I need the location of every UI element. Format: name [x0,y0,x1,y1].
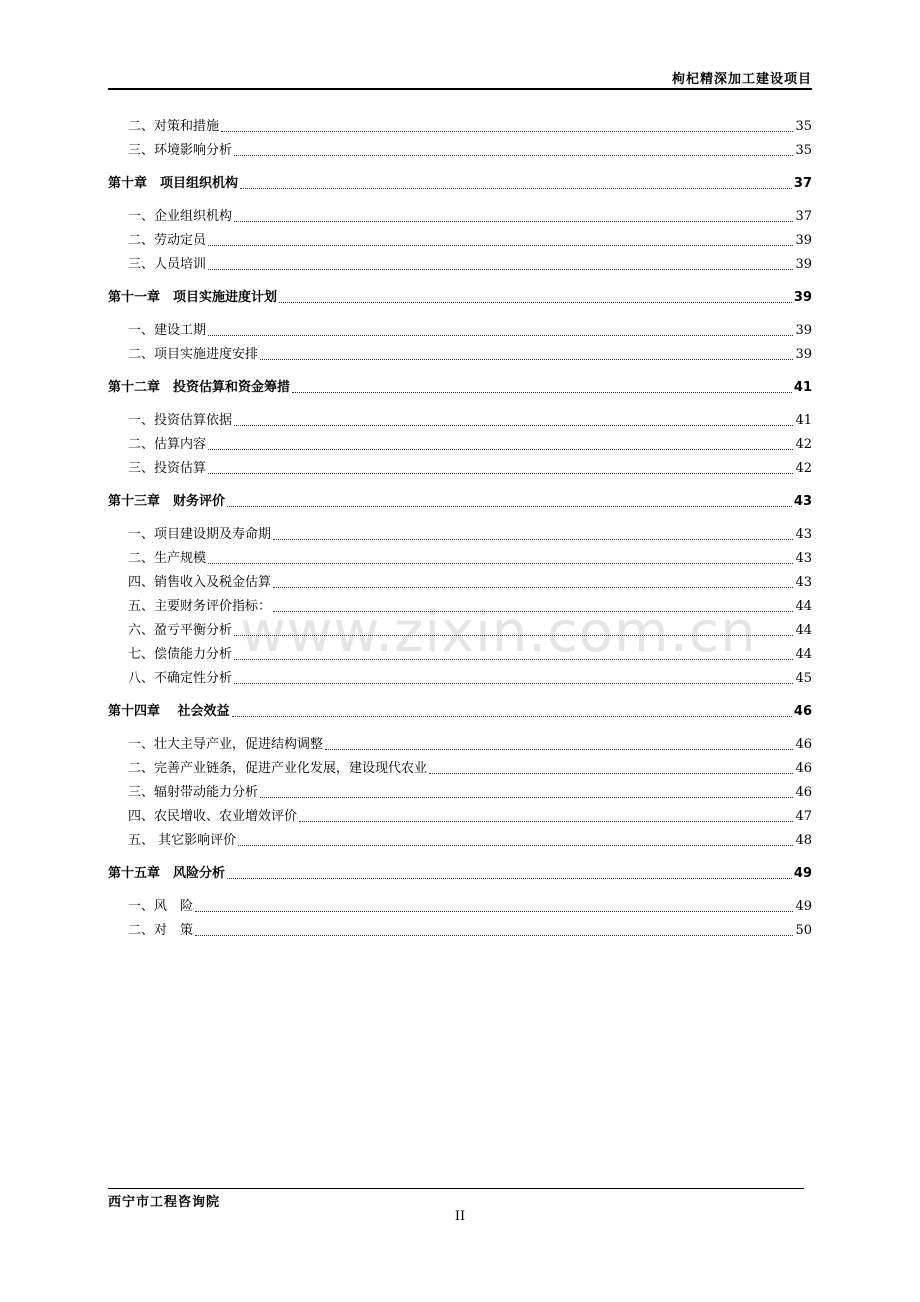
toc-leader-dots [238,844,793,846]
footer-organization: 西宁市工程咨询院 [108,1195,221,1210]
toc-section-entry[interactable] [108,454,812,478]
toc-entry-page: 43 [795,527,812,542]
toc-entry-label: 八、不确定性分析 [128,671,233,686]
toc-entry-page: 46 [795,761,812,776]
toc-chapter-entry[interactable] [108,373,812,397]
toc-entry-page: 46 [793,704,812,719]
toc-chapter-entry[interactable] [108,169,812,193]
toc-entry-label: 三、人员培训 [128,257,207,272]
toc-leader-dots [260,796,793,798]
toc-leader-dots [234,634,793,636]
toc-entry-page: 39 [795,233,812,248]
toc-entry-label: 一、风 险 [128,899,194,914]
footer-rule [108,1188,804,1189]
watermark: www.zixin.com.cn [240,600,757,665]
toc-leader-dots [234,154,793,156]
toc-entry-page: 41 [795,413,812,428]
toc-leader-dots [221,130,793,132]
toc-section-entry[interactable] [108,592,812,616]
toc-entry-label: 二、对 策 [128,923,194,938]
toc-entry-label: 二、完善产业链条，促进产业化发展，建设现代农业 [128,761,428,776]
toc-entry-label: 第十一章 项目实施进度计划 [108,290,278,305]
toc-entry-page: 44 [795,647,812,662]
toc-section-entry[interactable] [108,544,812,568]
toc-section-entry[interactable] [108,136,812,160]
toc-entry-page: 35 [795,119,812,134]
toc-entry-label: 一、壮大主导产业，促进结构调整 [128,737,324,752]
toc-entry-page: 44 [795,623,812,638]
toc-leader-dots [260,358,793,360]
toc-chapter-entry[interactable] [108,487,812,511]
toc-leader-dots [234,682,793,684]
toc-section-entry[interactable] [108,568,812,592]
toc-leader-dots [279,301,792,303]
toc-leader-dots [208,334,793,336]
toc-section-entry[interactable] [108,250,812,274]
toc-leader-dots [227,505,792,507]
toc-entry-label: 二、估算内容 [128,437,207,452]
toc-entry-page: 46 [795,785,812,800]
toc-entry-page: 44 [795,599,812,614]
toc-leader-dots [240,187,792,189]
toc-entry-page: 39 [795,347,812,362]
toc-entry-page: 46 [795,737,812,752]
toc-entry-page: 49 [793,866,812,881]
toc-section-entry[interactable] [108,316,812,340]
toc-leader-dots [292,391,792,393]
toc-entry-label: 一、投资估算依据 [128,413,233,428]
toc-leader-dots [208,268,793,270]
toc-section-entry[interactable] [108,664,812,688]
toc-entry-label: 第十章 项目组织机构 [108,176,239,191]
toc-entry-label: 二、生产规模 [128,551,207,566]
toc-chapter-entry[interactable] [108,283,812,307]
running-header-title: 枸杞精深加工建设项目 [671,72,812,87]
toc-leader-dots [208,244,793,246]
toc-entry-label: 一、建设工期 [128,323,207,338]
toc-section-entry[interactable] [108,778,812,802]
toc-entry-label: 五、 其它影响评价 [128,833,237,848]
toc-entry-page: 48 [795,833,812,848]
toc-leader-dots [195,934,793,936]
toc-leader-dots [208,448,793,450]
page-number: II [454,1209,466,1224]
toc-entry-page: 42 [795,437,812,452]
toc-section-entry[interactable] [108,892,812,916]
toc-chapter-entry[interactable] [108,697,812,721]
toc-entry-label: 第十五章 风险分析 [108,866,226,881]
toc-entry-label: 七、偿债能力分析 [128,647,233,662]
toc-section-entry[interactable] [108,340,812,364]
toc-entry-page: 43 [795,575,812,590]
toc-entry-page: 39 [793,290,812,305]
toc-entry-label: 三、投资估算 [128,461,207,476]
toc-entry-label: 第十三章 财务评价 [108,494,226,509]
toc-section-entry[interactable] [108,640,812,664]
toc-entry-page: 35 [795,143,812,158]
toc-leader-dots [195,910,793,912]
toc-section-entry[interactable] [108,406,812,430]
toc-leader-dots [232,715,792,717]
toc-entry-page: 49 [795,899,812,914]
toc-entry-page: 50 [795,923,812,938]
toc-entry-page: 37 [795,209,812,224]
toc-section-entry[interactable] [108,430,812,454]
toc-entry-label: 三、环境影响分析 [128,143,233,158]
toc-section-entry[interactable] [108,112,812,136]
toc-entry-page: 42 [795,461,812,476]
toc-entry-label: 二、对策和措施 [128,119,220,134]
toc-leader-dots [234,658,793,660]
toc-entry-page: 41 [793,380,812,395]
toc-entry-page: 45 [795,671,812,686]
toc-section-entry[interactable] [108,202,812,226]
toc-chapter-entry[interactable] [108,859,812,883]
toc-leader-dots [227,877,792,879]
toc-leader-dots [299,820,793,822]
toc-section-entry[interactable] [108,826,812,850]
toc-leader-dots [273,610,793,612]
toc-section-entry[interactable] [108,226,812,250]
toc-leader-dots [429,772,793,774]
toc-entry-label: 三、辐射带动能力分析 [128,785,259,800]
toc-entry-label: 五、主要财务评价指标： [128,599,272,614]
toc-entry-label: 一、项目建设期及寿命期 [128,527,272,542]
toc-section-entry[interactable] [108,616,812,640]
toc-entry-label: 第十四章 社会效益 [108,704,230,719]
toc-entry-label: 二、项目实施进度安排 [128,347,259,362]
toc-entry-page: 43 [795,551,812,566]
toc-entry-label: 一、企业组织机构 [128,209,233,224]
toc-leader-dots [234,220,793,222]
toc-entry-page: 39 [795,323,812,338]
toc-entry-label: 二、劳动定员 [128,233,207,248]
header-rule [108,88,812,90]
toc-leader-dots [273,586,793,588]
toc-entry-page: 47 [795,809,812,824]
table-of-contents [108,112,812,940]
toc-entry-page: 39 [795,257,812,272]
toc-leader-dots [325,748,793,750]
toc-section-entry[interactable] [108,520,812,544]
toc-section-entry[interactable] [108,730,812,754]
toc-leader-dots [208,562,793,564]
toc-entry-label: 第十二章 投资估算和资金筹措 [108,380,291,395]
toc-section-entry[interactable] [108,802,812,826]
toc-entry-label: 四、销售收入及税金估算 [128,575,272,590]
toc-entry-page: 37 [793,176,812,191]
toc-entry-page: 43 [793,494,812,509]
toc-leader-dots [208,472,793,474]
toc-entry-label: 六、盈亏平衡分析 [128,623,233,638]
toc-entry-label: 四、农民增收、农业增效评价 [128,809,298,824]
toc-leader-dots [273,538,793,540]
toc-leader-dots [234,424,793,426]
toc-section-entry[interactable] [108,754,812,778]
toc-section-entry[interactable] [108,916,812,940]
